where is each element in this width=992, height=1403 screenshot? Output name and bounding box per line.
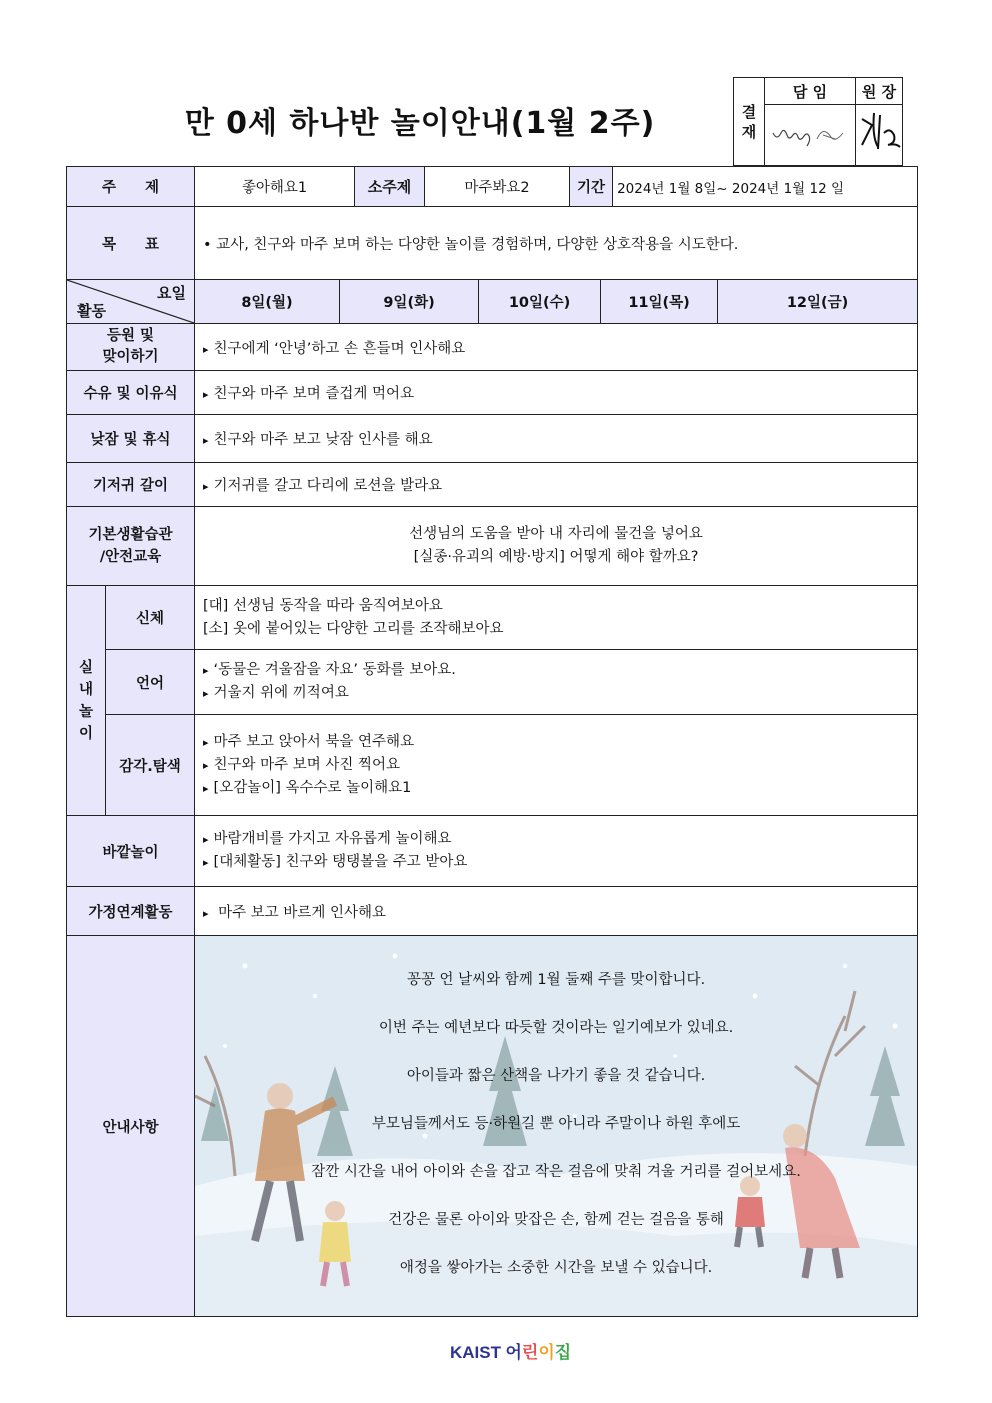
theme-label: 주 제 bbox=[67, 167, 195, 207]
home-label: 가정연계활동 bbox=[67, 887, 195, 936]
period-label: 기간 bbox=[570, 167, 613, 207]
director-signature-icon bbox=[856, 105, 902, 161]
day-header-thu: 11일(목) bbox=[601, 280, 718, 324]
arrival-text: ▸ 친구에게 ‘안녕’하고 손 흔들며 인사해요 bbox=[203, 341, 465, 357]
home-text: ▸ 마주 보고 바르게 인사해요 bbox=[203, 905, 386, 921]
indoor-body-row bbox=[67, 586, 918, 650]
sensory-text-3: ▸ [오감놀이] 옥수수로 놀이해요1 bbox=[203, 780, 411, 796]
diaper-label: 기저귀 갈이 bbox=[67, 463, 195, 507]
subtheme-value: 마주봐요2 bbox=[425, 167, 570, 207]
approval-label: 결 재 bbox=[734, 78, 765, 166]
body-text-2: [소] 옷에 붙어있는 다양한 고리를 조작해보아요 bbox=[203, 620, 504, 637]
goal-label: 목 표 bbox=[67, 207, 195, 280]
notice-line-6: 건강은 물론 아이와 맞잡은 손, 함께 걷는 걸음을 통해 bbox=[388, 1212, 724, 1228]
notice-line-7: 애정을 쌓아가는 소중한 시간을 보낼 수 있습니다. bbox=[399, 1260, 713, 1276]
approval-box bbox=[733, 77, 903, 166]
notice-line-5: 잠깐 시간을 내어 아이와 손을 잡고 작은 걸음에 맞춰 겨울 거리를 걸어보세요. bbox=[311, 1164, 801, 1180]
body-text-1: [대] 선생님 동작을 따라 움직여보아요 bbox=[203, 597, 443, 614]
diaper-text: ▸ 기저귀를 갈고 다리에 로션을 발라요 bbox=[203, 478, 442, 494]
notice-line-2: 이번 주는 예년보다 따듯할 것이라는 일기예보가 있네요. bbox=[378, 1020, 734, 1036]
indoor-sensory-row bbox=[67, 715, 918, 816]
nap-row bbox=[67, 415, 918, 463]
outdoor-text-2: ▸ [대체활동] 친구와 탱탱볼을 주고 받아요 bbox=[203, 854, 467, 870]
nap-label: 낮잠 및 휴식 bbox=[67, 415, 195, 463]
indoor-language-row bbox=[67, 650, 918, 715]
teacher-signature-icon bbox=[765, 105, 855, 161]
theme-row bbox=[67, 167, 918, 207]
arrival-row bbox=[67, 324, 918, 371]
approval-director-label: 원 장 bbox=[856, 78, 903, 105]
day-header-fri: 12일(금) bbox=[718, 280, 918, 324]
notice-line-3: 아이들과 짧은 산책을 나가기 좋을 것 같습니다. bbox=[406, 1068, 706, 1084]
arrival-label: 등원 및 맞이하기 bbox=[67, 324, 195, 371]
meal-label: 수유 및 이유식 bbox=[67, 371, 195, 415]
sensory-text-1: ▸ 마주 보고 앉아서 북을 연주해요 bbox=[203, 734, 414, 750]
day-header-mon: 8일(월) bbox=[195, 280, 340, 324]
sensory-label: 감각.탐색 bbox=[106, 715, 195, 816]
day-header-tue: 9일(화) bbox=[340, 280, 479, 324]
outdoor-text-1: ▸ 바람개비를 가지고 자유롭게 놀이해요 bbox=[203, 831, 451, 847]
corner-day-label: 요일 bbox=[157, 284, 187, 302]
habit-label: 기본생활습관 /안전교육 bbox=[67, 507, 195, 586]
day-activity-corner bbox=[67, 280, 195, 324]
diaper-row bbox=[67, 463, 918, 507]
logo-name: 어린이집 bbox=[505, 1343, 572, 1362]
language-text-1: ▸ ‘동물은 겨울잠을 자요’ 동화를 보아요. bbox=[203, 662, 456, 678]
habit-text-2: [실종·유괴의 예방·방지] 어떻게 해야 할까요? bbox=[413, 549, 699, 565]
habit-text-1: 선생님의 도움을 받아 내 자리에 물건을 넣어요 bbox=[409, 526, 703, 542]
page-title: 만 0세 하나반 놀이안내(1월 2주) bbox=[184, 106, 656, 141]
notice-cell bbox=[195, 936, 918, 1317]
director-signature bbox=[856, 105, 903, 166]
weekly-plan-table bbox=[66, 166, 918, 1317]
home-row bbox=[67, 887, 918, 936]
notice-row bbox=[67, 936, 918, 1317]
goal-text: • 교사, 친구와 마주 보며 하는 다양한 놀이를 경험하며, 다양한 상호작용을 시도한다. bbox=[195, 207, 918, 280]
goal-row bbox=[67, 207, 918, 280]
nap-text: ▸ 친구와 마주 보고 낮잠 인사를 해요 bbox=[203, 432, 433, 448]
approval-teacher-label: 담 임 bbox=[765, 78, 856, 105]
notice-label: 안내사항 bbox=[67, 936, 195, 1317]
subtheme-label: 소주제 bbox=[355, 167, 425, 207]
meal-text: ▸ 친구와 마주 보며 즐겁게 먹어요 bbox=[203, 386, 414, 402]
day-header-wed: 10일(수) bbox=[479, 280, 601, 324]
logo-brand: KAIST bbox=[450, 1343, 501, 1362]
language-label: 언어 bbox=[106, 650, 195, 715]
kaist-daycare-logo bbox=[450, 1338, 571, 1363]
language-text-2: ▸ 거울지 위에 끼적여요 bbox=[203, 685, 349, 701]
period-value: 2024년 1월 8일~ 2024년 1월 12 일 bbox=[613, 167, 918, 207]
corner-activity-label: 활동 bbox=[77, 302, 106, 320]
indoor-play-label: 실 내 놀 이 bbox=[67, 586, 106, 816]
theme-value: 좋아해요1 bbox=[195, 167, 355, 207]
days-row bbox=[67, 280, 918, 324]
meal-row bbox=[67, 371, 918, 415]
body-label: 신체 bbox=[106, 586, 195, 650]
outdoor-label: 바깥놀이 bbox=[67, 816, 195, 887]
sensory-text-2: ▸ 친구와 마주 보며 사진 찍어요 bbox=[203, 757, 400, 773]
notice-line-1: 꽁꽁 언 날씨와 함께 1월 둘째 주를 맞이합니다. bbox=[406, 972, 706, 988]
outdoor-row bbox=[67, 816, 918, 887]
teacher-signature bbox=[765, 105, 856, 166]
habit-row bbox=[67, 507, 918, 586]
notice-line-4: 부모님들께서도 등·하원길 뿐 아니라 주말이나 하원 후에도 bbox=[371, 1116, 741, 1132]
